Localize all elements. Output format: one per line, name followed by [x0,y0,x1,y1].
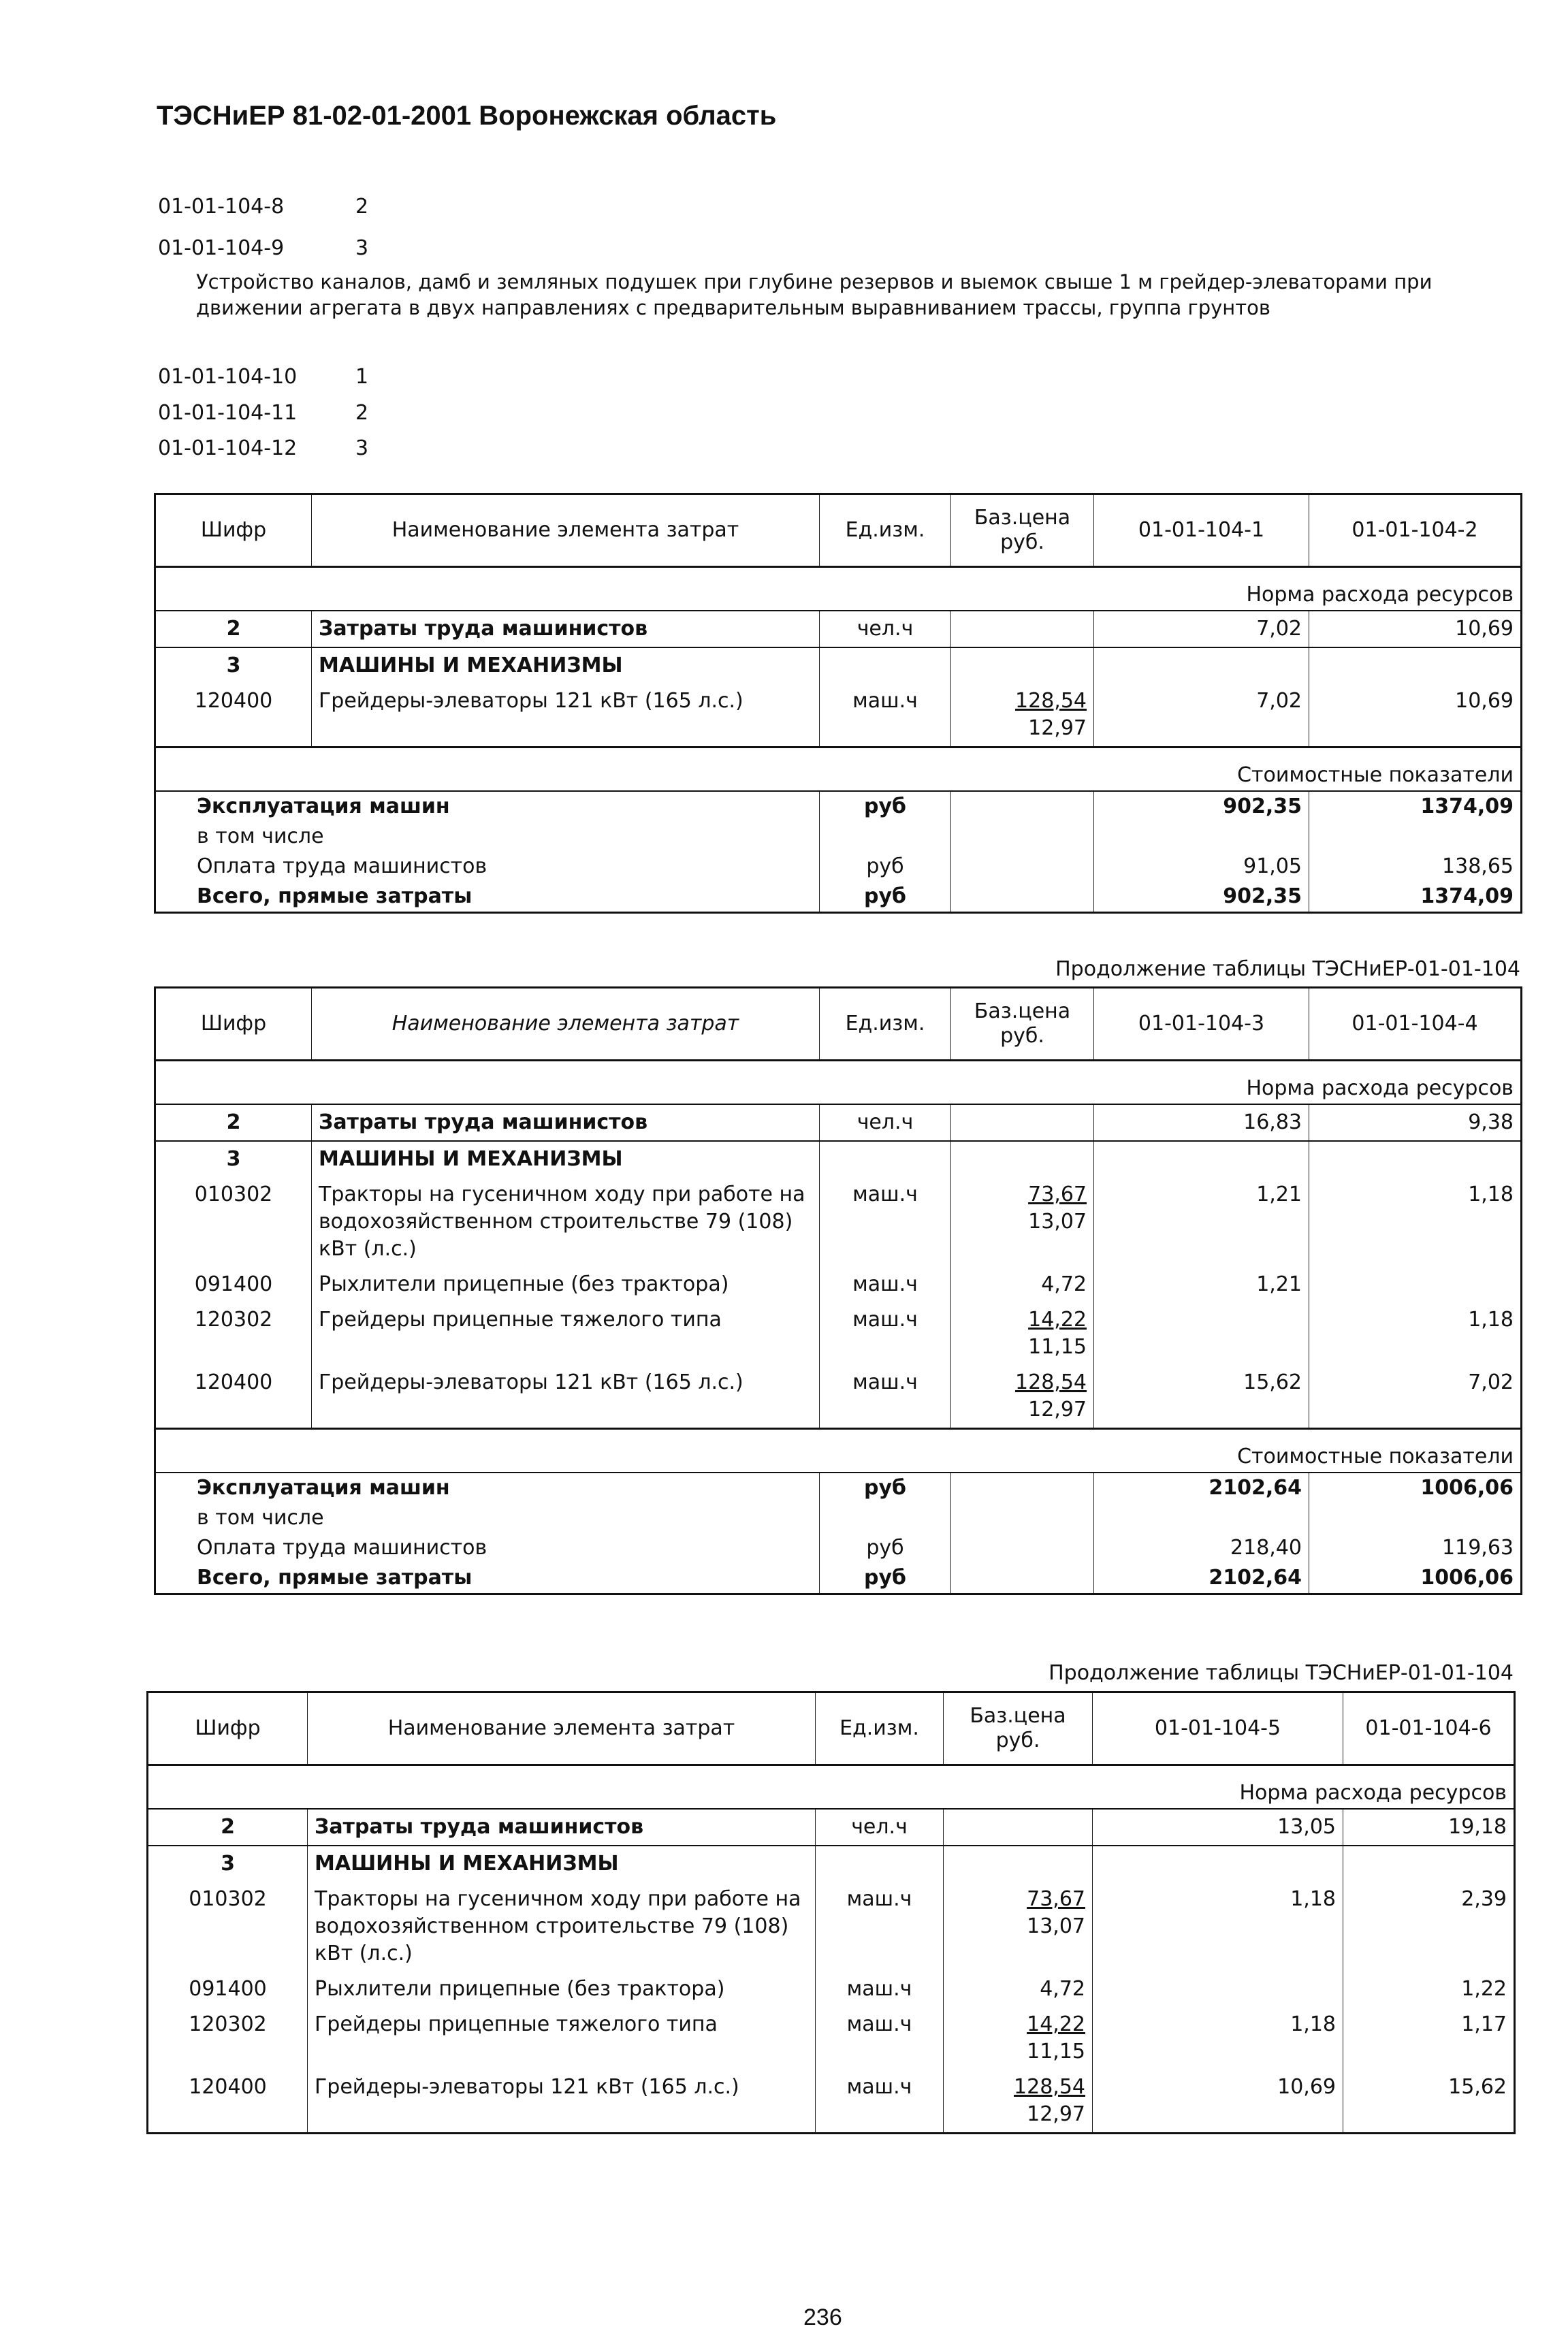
resource-value-col2 [1309,1267,1522,1302]
cost-unit: руб [820,882,951,913]
resource-table [146,1691,1516,2134]
resource-code: 120400 [155,1365,312,1429]
cost-name: Эксплуатация машин [155,791,820,822]
resource-value-col1: 1,21 [1094,1177,1309,1267]
norm-section-row [155,1061,1522,1105]
header-name: Наименование элемента затрат [312,494,820,567]
resource-code: 091400 [148,1972,308,2007]
resource-name: Грейдеры-элеваторы 121 кВт (165 л.с.) [312,1365,820,1429]
base-price-wage: 11,15 [1028,1335,1087,1359]
resource-value-col2 [1343,1846,1515,1882]
cost-name: Оплата труда машинистов [155,852,820,882]
base-price-wage: 12,97 [1028,716,1087,740]
code-number: 01-01-104-11 [158,401,298,425]
resource-unit: маш.ч [816,1972,944,2007]
resource-price [951,1141,1094,1177]
resource-code: 010302 [155,1177,312,1267]
cost-row [155,882,1522,913]
resource-value-col1: 10,69 [1093,2070,1343,2134]
header-name: Наименование элемента затрат [312,988,820,1061]
resource-value-col2: 9,38 [1309,1104,1522,1141]
resource-row [155,647,1522,684]
code-number: 01-01-104-10 [158,365,298,389]
base-price: 14,22 [1028,1308,1087,1332]
cost-value-col2: 138,65 [1309,852,1522,882]
resource-row [148,2007,1515,2070]
resource-price [944,1846,1093,1882]
resource-price [951,1104,1094,1141]
resource-code: 2 [155,611,312,647]
cost-value-col1: 902,35 [1094,882,1309,913]
resource-value-col1 [1094,1141,1309,1177]
base-price-wage: 11,15 [1027,2040,1085,2063]
base-price: 128,54 [1015,1370,1087,1394]
norm-label: Норма расхода ресурсов [155,1061,1522,1105]
resource-name: Затраты труда машинистов [312,1104,820,1141]
resource-name: Грейдеры-элеваторы 121 кВт (165 л.с.) [312,684,820,747]
code-line [158,436,368,460]
resource-row [155,1141,1522,1177]
resource-name: Тракторы на гусеничном ходу при работе на водохозяйственном строительстве 79 (108) кВт (л.с.) [312,1177,820,1267]
resource-row [148,1846,1515,1882]
norm-section-row [148,1765,1515,1810]
resource-value-col2: 10,69 [1309,611,1522,647]
header-price [951,494,1094,567]
resource-price [951,684,1094,747]
resource-value-col2: 1,18 [1309,1177,1522,1267]
resource-name: Затраты труда машинистов [308,1809,816,1846]
norm-label: Норма расхода ресурсов [148,1765,1515,1810]
resource-price [951,611,1094,647]
resource-code: 120302 [148,2007,308,2070]
resource-code: 3 [155,647,312,684]
header-col1: 01-01-104-1 [1094,494,1309,567]
cost-row [155,791,1522,822]
resource-value-col1: 7,02 [1094,611,1309,647]
resource-code: 120400 [155,684,312,747]
header-price-line1: Баз.цена [974,999,1071,1023]
page-number: 236 [803,2304,842,2330]
cost-name: Оплата труда машинистов [155,1533,820,1563]
cost-value-col1: 2102,64 [1094,1563,1309,1594]
resource-code: 120400 [148,2070,308,2134]
resource-price [944,2007,1093,2070]
code-line [158,365,368,389]
resource-name: Грейдеры-элеваторы 121 кВт (165 л.с.) [308,2070,816,2134]
resource-row [155,1267,1522,1302]
cost-row [155,852,1522,882]
resource-value-col1 [1094,1302,1309,1365]
resource-unit: маш.ч [820,1302,951,1365]
cost-unit: руб [820,791,951,822]
resource-value-col1 [1094,647,1309,684]
cost-label: Стоимостные показатели [155,1429,1522,1473]
header-col2: 01-01-104-6 [1343,1692,1515,1765]
resource-code: 120302 [155,1302,312,1365]
header-price-line1: Баз.цена [974,506,1071,530]
cost-unit: руб [820,852,951,882]
section-description: Устройство каналов, дамб и земляных подушек при глубине резервов и выемок свыше 1 м грейдер-элеваторами при движении агрегата в двух направлениях с предварительным выравниванием трассы, группа грунтов [196,270,1433,319]
document-title: ТЭСНиЕР 81-02-01-2001 Воронежская область [157,101,777,131]
soil-group: 3 [355,236,369,260]
resource-value-col2: 10,69 [1309,684,1522,747]
base-price: 128,54 [1015,689,1087,713]
cost-value-col1: 218,40 [1094,1533,1309,1563]
resource-value-col2: 1,18 [1309,1302,1522,1365]
resource-value-col2: 7,02 [1309,1365,1522,1429]
resource-unit: чел.ч [816,1809,944,1846]
cost-row [155,1563,1522,1594]
base-price: 4,72 [1041,1272,1087,1296]
cost-value-col2: 1374,09 [1309,791,1522,822]
cost-row [155,822,1522,852]
soil-group: 2 [355,195,369,219]
header-price-line2: руб. [995,1729,1040,1752]
cost-row [155,1503,1522,1533]
header-code: Шифр [155,988,312,1061]
resource-price [951,1365,1094,1429]
norm-label: Норма расхода ресурсов [155,567,1522,611]
norm-section-row [155,567,1522,611]
cost-label: Стоимостные показатели [155,747,1522,792]
header-col1: 01-01-104-5 [1093,1692,1343,1765]
header-col1: 01-01-104-3 [1094,988,1309,1061]
resource-name: Рыхлители прицепные (без трактора) [308,1972,816,2007]
resource-row [148,1972,1515,2007]
table-header [155,988,1522,1061]
resource-code: 010302 [148,1882,308,1972]
base-price: 4,72 [1040,1977,1085,2001]
resource-price [951,1302,1094,1365]
cost-value-col2: 119,63 [1309,1533,1522,1563]
soil-group: 2 [355,401,369,425]
resource-name: МАШИНЫ И МЕХАНИЗМЫ [312,647,820,684]
resource-unit: маш.ч [816,1882,944,1972]
resource-name: МАШИНЫ И МЕХАНИЗМЫ [308,1846,816,1882]
header-price [944,1692,1093,1765]
resource-value-col1: 1,21 [1094,1267,1309,1302]
resource-unit: маш.ч [820,1267,951,1302]
code-number: 01-01-104-9 [158,236,285,260]
resource-price [951,1177,1094,1267]
cost-value-col2: 1374,09 [1309,882,1522,913]
header-col2: 01-01-104-4 [1309,988,1522,1061]
cost-section-row [155,747,1522,792]
cost-unit [820,1503,951,1533]
base-price: 14,22 [1027,2012,1085,2036]
resource-unit: чел.ч [820,611,951,647]
header-code: Шифр [148,1692,308,1765]
header-unit: Ед.изм. [820,494,951,567]
cost-row [155,1473,1522,1503]
resource-name: Рыхлители прицепные (без трактора) [312,1267,820,1302]
cost-name: Всего, прямые затраты [155,1563,820,1594]
resource-value-col2 [1309,1141,1522,1177]
resource-unit: маш.ч [820,1365,951,1429]
resource-price [944,1972,1093,2007]
resource-code: 091400 [155,1267,312,1302]
resource-row [148,1882,1515,1972]
resource-value-col1: 13,05 [1093,1809,1343,1846]
resource-unit: маш.ч [820,684,951,747]
resource-unit [820,647,951,684]
resource-value-col1 [1093,1846,1343,1882]
cost-value-col2: 1006,06 [1309,1473,1522,1503]
soil-group: 1 [355,365,369,389]
resource-value-col2: 2,39 [1343,1882,1515,1972]
cost-name: Всего, прямые затраты [155,882,820,913]
code-line [158,236,368,260]
header-price-line1: Баз.цена [970,1704,1066,1728]
code-number: 01-01-104-8 [158,195,285,219]
base-price: 73,67 [1028,1183,1087,1206]
resource-unit: чел.ч [820,1104,951,1141]
table-header [155,494,1522,567]
resource-row [148,2070,1515,2134]
cost-value-col1: 91,05 [1094,852,1309,882]
code-line [158,401,368,425]
header-code: Шифр [155,494,312,567]
resource-row [155,1365,1522,1429]
header-price-line2: руб. [1000,1024,1044,1048]
cost-value-col2 [1309,822,1522,852]
resource-unit: маш.ч [816,2070,944,2134]
resource-name: Грейдеры прицепные тяжелого типа [308,2007,816,2070]
base-price-wage: 13,07 [1027,1914,1085,1938]
resource-row [148,1809,1515,1846]
resource-value-col2: 1,22 [1343,1972,1515,2007]
resource-value-col1 [1093,1972,1343,2007]
cost-value-col1 [1094,1503,1309,1533]
header-name: Наименование элемента затрат [308,1692,816,1765]
resource-name: Затраты труда машинистов [312,611,820,647]
cost-value-col2: 1006,06 [1309,1563,1522,1594]
cost-unit [820,822,951,852]
resource-name: МАШИНЫ И МЕХАНИЗМЫ [312,1141,820,1177]
resource-code: 2 [155,1104,312,1141]
header-price-line2: руб. [1000,530,1044,554]
code-number: 01-01-104-12 [158,436,298,460]
resource-value-col2 [1309,647,1522,684]
table-caption: Продолжение таблицы ТЭСНиЕР-01-01-104 [1049,1661,1514,1685]
base-price-wage: 12,97 [1028,1398,1087,1421]
resource-value-col2: 1,17 [1343,2007,1515,2070]
resource-unit [816,1846,944,1882]
resource-price [944,1882,1093,1972]
resource-unit [820,1141,951,1177]
header-unit: Ед.изм. [820,988,951,1061]
resource-name: Грейдеры прицепные тяжелого типа [312,1302,820,1365]
resource-table [154,493,1522,914]
resource-row [155,1302,1522,1365]
cost-name: Эксплуатация машин [155,1473,820,1503]
resource-value-col2: 15,62 [1343,2070,1515,2134]
resource-unit: маш.ч [816,2007,944,2070]
resource-code: 3 [148,1846,308,1882]
base-price-wage: 13,07 [1028,1210,1087,1234]
cost-name: в том числе [155,822,820,852]
resource-name: Тракторы на гусеничном ходу при работе на водохозяйственном строительстве 79 (108) кВт (л.с.) [308,1882,816,1972]
resource-row [155,1104,1522,1141]
resource-price [951,647,1094,684]
header-price [951,988,1094,1061]
table-caption: Продолжение таблицы ТЭСНиЕР-01-01-104 [1055,957,1520,981]
base-price-wage: 12,97 [1027,2102,1085,2126]
resource-unit: маш.ч [820,1177,951,1267]
code-line [158,195,368,219]
cost-unit: руб [820,1473,951,1503]
resource-value-col1: 1,18 [1093,1882,1343,1972]
resource-price [944,1809,1093,1846]
resource-value-col1: 1,18 [1093,2007,1343,2070]
cost-value-col1 [1094,822,1309,852]
resource-table [154,986,1522,1595]
resource-code: 3 [155,1141,312,1177]
resource-price [944,2070,1093,2134]
cost-value-col1: 2102,64 [1094,1473,1309,1503]
resource-row [155,1177,1522,1267]
cost-unit: руб [820,1563,951,1594]
cost-value-col1: 902,35 [1094,791,1309,822]
cost-unit: руб [820,1533,951,1563]
base-price: 73,67 [1027,1887,1085,1911]
resource-value-col1: 15,62 [1094,1365,1309,1429]
header-unit: Ед.изм. [816,1692,944,1765]
resource-code: 2 [148,1809,308,1846]
resource-price [951,1267,1094,1302]
resource-value-col1: 7,02 [1094,684,1309,747]
header-col2: 01-01-104-2 [1309,494,1522,567]
soil-group: 3 [355,436,369,460]
cost-row [155,1533,1522,1563]
resource-row [155,611,1522,647]
cost-name: в том числе [155,1503,820,1533]
cost-section-row [155,1429,1522,1473]
resource-row [155,684,1522,747]
cost-value-col2 [1309,1503,1522,1533]
base-price: 128,54 [1014,2075,1085,2099]
resource-value-col2: 19,18 [1343,1809,1515,1846]
resource-value-col1: 16,83 [1094,1104,1309,1141]
table-header [148,1692,1515,1765]
